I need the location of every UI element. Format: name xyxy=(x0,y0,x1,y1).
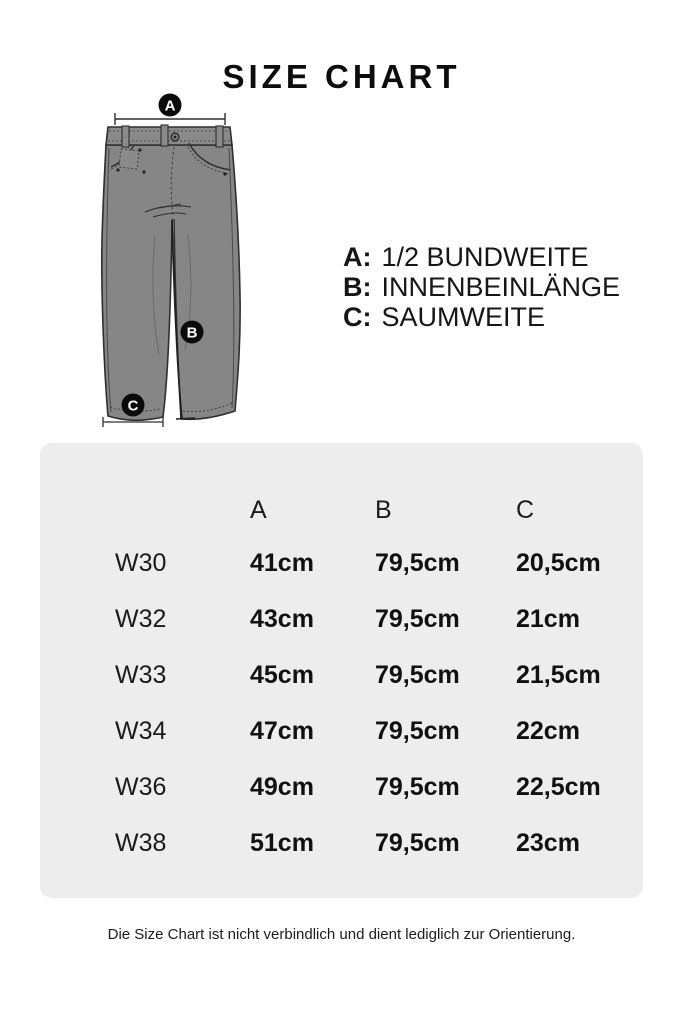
table-row-w36 xyxy=(115,759,623,815)
value-b: 79,5cm xyxy=(375,828,460,857)
legend-label-a: 1/2 BUNDWEITE xyxy=(381,242,589,272)
pants-illustration xyxy=(85,90,265,435)
pants-diagram xyxy=(85,90,265,435)
value-b: 79,5cm xyxy=(375,548,460,577)
marker-b xyxy=(181,321,204,344)
legend-item-c xyxy=(343,302,620,332)
value-c: 23cm xyxy=(516,828,580,857)
legend-label-c: SAUMWEITE xyxy=(381,302,546,332)
column-header-b: B xyxy=(375,495,392,524)
value-b: 79,5cm xyxy=(375,772,460,801)
column-header-c: C xyxy=(516,495,535,524)
legend-label-b: INNENBEINLÄNGE xyxy=(381,272,621,302)
value-a: 45cm xyxy=(250,660,314,689)
value-c: 20,5cm xyxy=(516,548,601,577)
table-header-row xyxy=(115,485,623,535)
legend-item-b xyxy=(343,272,620,302)
value-a: 43cm xyxy=(250,604,314,633)
value-a: 47cm xyxy=(250,716,314,745)
value-b: 79,5cm xyxy=(375,604,460,633)
legend-letter-a: A: xyxy=(343,242,372,272)
marker-c xyxy=(122,394,145,417)
footer-note: Die Size Chart ist nicht verbindlich und dient lediglich zur Orientierung. xyxy=(107,926,576,943)
value-c: 21cm xyxy=(516,604,580,633)
size-label: W32 xyxy=(115,604,167,633)
marker-b-label: B xyxy=(186,324,198,342)
value-a: 41cm xyxy=(250,548,314,577)
page-title: SIZE CHART xyxy=(222,58,461,95)
marker-a-label: A xyxy=(164,97,176,115)
value-b: 79,5cm xyxy=(375,660,460,689)
measurement-legend xyxy=(343,242,620,332)
value-c: 21,5cm xyxy=(516,660,601,689)
size-label: W38 xyxy=(115,828,167,857)
size-table-panel xyxy=(40,443,643,898)
marker-a xyxy=(159,94,182,117)
pants-body xyxy=(102,145,240,420)
column-header-a: A xyxy=(250,495,267,524)
table-row-w30 xyxy=(115,535,623,591)
legend-item-a xyxy=(343,242,620,272)
value-a: 49cm xyxy=(250,772,314,801)
coin-pocket xyxy=(119,149,139,169)
table-row-w34 xyxy=(115,703,623,759)
value-c: 22,5cm xyxy=(516,772,601,801)
table-row-w38 xyxy=(115,815,623,871)
marker-c-label: C xyxy=(127,397,139,415)
size-table xyxy=(115,485,623,871)
legend-letter-c: C: xyxy=(343,302,372,332)
value-a: 51cm xyxy=(250,828,314,857)
size-label: W33 xyxy=(115,660,167,689)
table-row-w32 xyxy=(115,591,623,647)
size-label: W30 xyxy=(115,548,167,577)
waist-button-center xyxy=(174,136,177,139)
table-row-w33 xyxy=(115,647,623,703)
value-c: 22cm xyxy=(516,716,580,745)
size-label: W34 xyxy=(115,716,167,745)
legend-letter-b: B: xyxy=(343,272,372,302)
value-b: 79,5cm xyxy=(375,716,460,745)
size-label: W36 xyxy=(115,772,167,801)
